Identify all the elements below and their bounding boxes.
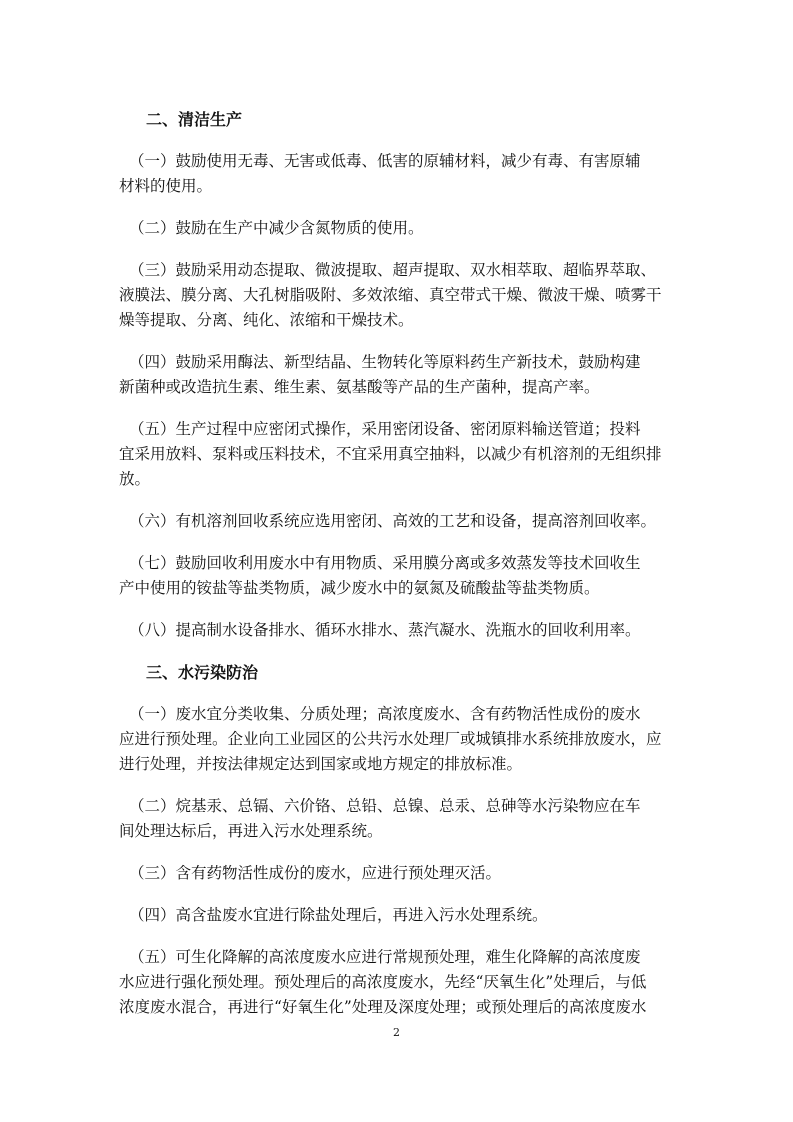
paragraph-line: （三）含有药物活性成份的废水，应进行预处理灭活。 — [129, 864, 502, 882]
paragraph-line: 放。 — [119, 470, 151, 488]
paragraph-line: 进行处理，并按法律规定达到国家或地方规定的排放标准。 — [119, 755, 523, 773]
paragraph — [119, 149, 641, 199]
paragraph — [119, 702, 662, 777]
paragraph-line: 宜采用放料、泵料或压料技术，不宜采用真空抽料，以减少有机溶剂的无组织排 — [119, 445, 662, 463]
paragraph — [119, 794, 641, 844]
paragraph — [119, 945, 647, 1020]
paragraph-line: （四）鼓励采用酶法、新型结晶、生物转化等原料药生产新技术，鼓励构建 — [129, 353, 641, 371]
paragraph — [119, 350, 641, 400]
paragraph-line: （五）可生化降解的高浓度废水应进行常规预处理，难生化降解的高浓度废 — [129, 948, 641, 966]
paragraph-line: （二）鼓励在生产中减少含氮物质的使用。 — [129, 219, 424, 237]
paragraph — [119, 618, 641, 643]
paragraph-line: （一）鼓励使用无毒、无害或低毒、低害的原辅材料，减少有毒、有害原辅 — [129, 152, 641, 170]
paragraph — [119, 509, 657, 534]
paragraph-line: 液膜法、膜分离、大孔树脂吸附、多效浓缩、真空带式干燥、微波干燥、喷雾干 — [119, 286, 662, 304]
paragraph — [119, 903, 618, 928]
paragraph-line: 浓度废水混合，再进行“好氧生化”处理及深度处理；或预处理后的高浓度废水 — [119, 998, 647, 1016]
paragraph-line: 产中使用的铵盐等盐类物质，减少废水中的氨氮及硫酸盐等盐类物质。 — [119, 579, 600, 597]
paragraph — [119, 216, 618, 241]
paragraph-line: 应进行预处理。企业向工业园区的公共污水处理厂或城镇排水系统排放废水，应 — [119, 730, 662, 748]
paragraph-line: （四）高含盐废水宜进行除盐处理后，再进入污水处理系统。 — [129, 906, 548, 924]
paragraph-line: （二）烷基汞、总镉、六价铬、总铅、总镍、总汞、总砷等水污染物应在车 — [129, 797, 641, 815]
paragraph-line: 间处理达标后，再进入污水处理系统。 — [119, 822, 383, 840]
paragraph-line: （八）提高制水设备排水、循环水排水、蒸汽凝水、洗瓶水的回收利用率。 — [129, 621, 641, 639]
page-number: 2 — [393, 1026, 400, 1039]
section-heading: 三、水污染防治 — [146, 663, 259, 682]
paragraph-line: 水应进行强化预处理。预处理后的高浓度废水，先经“厌氧生化”处理后，与低 — [119, 973, 647, 991]
paragraph-line: （一）废水宜分类收集、分质处理；高浓度废水、含有药物活性成份的废水 — [129, 705, 641, 723]
paragraph-line: 燥等提取、分离、纯化、浓缩和干燥技术。 — [119, 311, 414, 329]
paragraph-line: （五）生产过程中应密闭式操作，采用密闭设备、密闭原料输送管道；投料 — [129, 420, 641, 438]
paragraph-line: （六）有机溶剂回收系统应选用密闭、高效的工艺和设备，提高溶剂回收率。 — [129, 512, 657, 530]
section-heading: 二、清洁生产 — [146, 110, 243, 129]
paragraph — [119, 551, 641, 601]
paragraph — [119, 417, 662, 492]
paragraph-line: 新菌种或改造抗生素、维生素、氨基酸等产品的生产菌种，提高产率。 — [119, 378, 600, 396]
paragraph-line: （七）鼓励回收利用废水中有用物质、采用膜分离或多效蒸发等技术回收生 — [129, 554, 641, 572]
document-body — [119, 107, 662, 1037]
paragraph-line: （三）鼓励采用动态提取、微波提取、超声提取、双水相萃取、超临界萃取、 — [129, 261, 657, 279]
paragraph-line: 材料的使用。 — [119, 177, 213, 195]
paragraph — [119, 258, 662, 333]
paragraph — [119, 861, 618, 886]
